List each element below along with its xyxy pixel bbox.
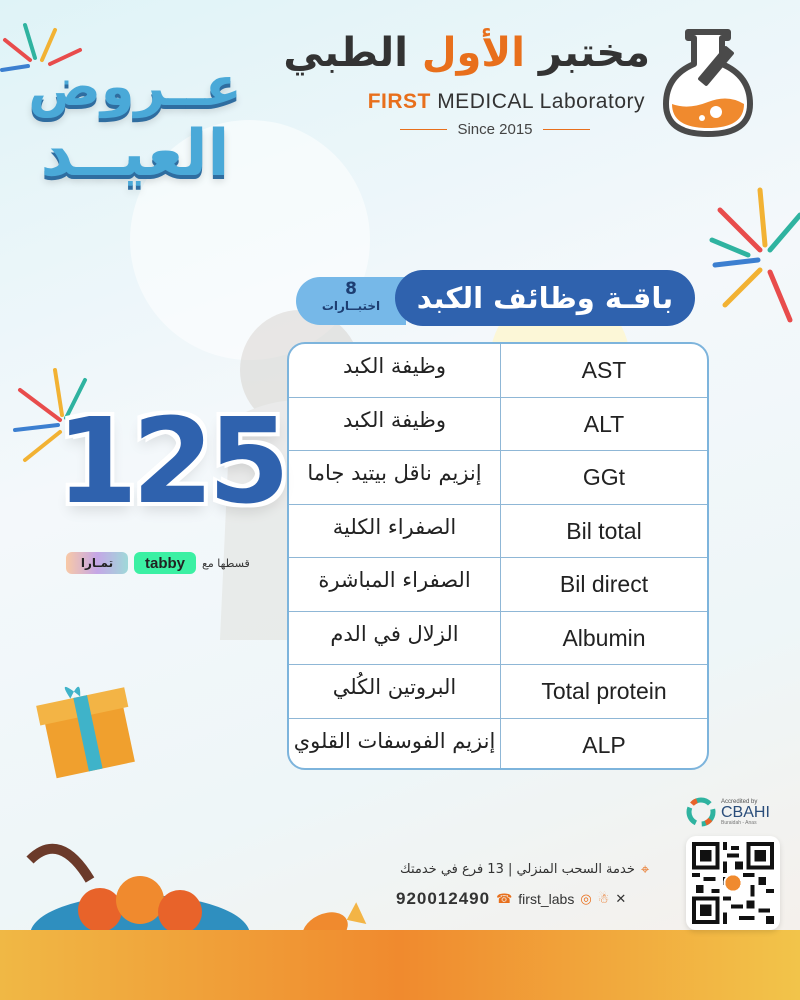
tabby-badge[interactable]: tabby xyxy=(134,552,196,574)
lab-name-ar-accent: الأول xyxy=(421,30,525,76)
table-row xyxy=(289,719,707,771)
table-row xyxy=(289,612,707,666)
test-count-badge xyxy=(296,277,406,325)
cbahi-logo-icon xyxy=(686,797,716,827)
phone-icon: ☎ xyxy=(496,891,513,907)
test-name-en: Albumin xyxy=(562,624,646,651)
test-name-en: Bil direct xyxy=(559,571,649,597)
qr-code-image xyxy=(692,842,774,924)
tamara-badge[interactable]: تمـارا xyxy=(66,552,128,574)
lab-name-en-rest: MEDICAL Laboratory xyxy=(430,90,645,113)
test-name-en: ALT xyxy=(583,410,625,437)
test-name-ar: إنزيم ناقل بيتيد جاما xyxy=(289,451,501,504)
since-year xyxy=(400,121,590,138)
test-name-en: Bil total xyxy=(566,517,642,544)
eid-title-line2: العيــد xyxy=(40,117,230,191)
test-name-ar: البروتين الكُلي xyxy=(289,665,501,718)
installment-options xyxy=(66,551,250,575)
x-icon[interactable]: ✕ xyxy=(615,891,627,907)
flask-logo-icon xyxy=(658,24,758,139)
eid-title-line1: عــروض xyxy=(28,55,242,118)
service-text: خدمة السحب المنزلي | 13 فرع في خدمتك xyxy=(400,861,635,877)
cbahi-accreditation xyxy=(686,795,780,829)
cbahi-sub: Buraidah - Anas xyxy=(721,819,757,826)
test-name-en: GGt xyxy=(582,464,626,490)
package-title: باقـة وظائف الكبد xyxy=(395,270,695,326)
bottom-decor-band xyxy=(0,930,800,1000)
contact-line xyxy=(396,889,670,909)
installments-label: قسطها مع xyxy=(202,556,250,570)
price-amount: 125 xyxy=(55,392,285,530)
instagram-icon[interactable]: ◎ xyxy=(580,891,592,907)
test-count: 8 xyxy=(345,279,357,299)
test-count-label: اختبــارات xyxy=(321,299,381,313)
lab-name-arabic xyxy=(283,30,650,76)
table-row xyxy=(289,344,707,398)
location-pin-icon: ⌖ xyxy=(640,860,650,878)
test-name-ar: إنزيم الفوسفات القلوي xyxy=(289,719,501,771)
lab-name-english xyxy=(325,90,645,114)
test-name-ar: وظيفة الكبد xyxy=(289,398,501,451)
phone-number[interactable]: 920012490 xyxy=(396,889,491,908)
eid-offers-title xyxy=(20,55,250,191)
snapchat-icon[interactable]: ☃ xyxy=(597,891,610,907)
lab-name-ar-prefix: مختبر xyxy=(538,30,650,76)
test-name-ar: الصفراء الكلية xyxy=(289,505,501,558)
table-row xyxy=(289,505,707,559)
table-row xyxy=(289,451,707,505)
social-handle[interactable]: first_labs xyxy=(518,891,575,907)
test-name-ar: الصفراء المباشرة xyxy=(289,558,501,611)
test-name-ar: الزلال في الدم xyxy=(289,612,501,665)
test-name-en: Total protein xyxy=(541,678,667,704)
table-row xyxy=(289,398,707,452)
accredited-by-label: Accredited by xyxy=(721,798,758,805)
home-service-line xyxy=(400,860,668,878)
cbahi-name: CBAHI xyxy=(721,803,770,821)
table-row xyxy=(289,665,707,719)
table-row xyxy=(289,558,707,612)
test-name-en: AST xyxy=(581,357,627,383)
since-text: Since 2015 xyxy=(457,121,533,138)
qr-code[interactable] xyxy=(686,836,780,930)
lab-name-ar-suffix: الطبي xyxy=(283,30,408,76)
test-name-ar: وظيفة الكبد xyxy=(289,344,501,397)
lab-name-en-bold: FIRST xyxy=(367,90,431,113)
tests-table xyxy=(287,342,709,770)
test-name-en: ALP xyxy=(582,731,626,758)
